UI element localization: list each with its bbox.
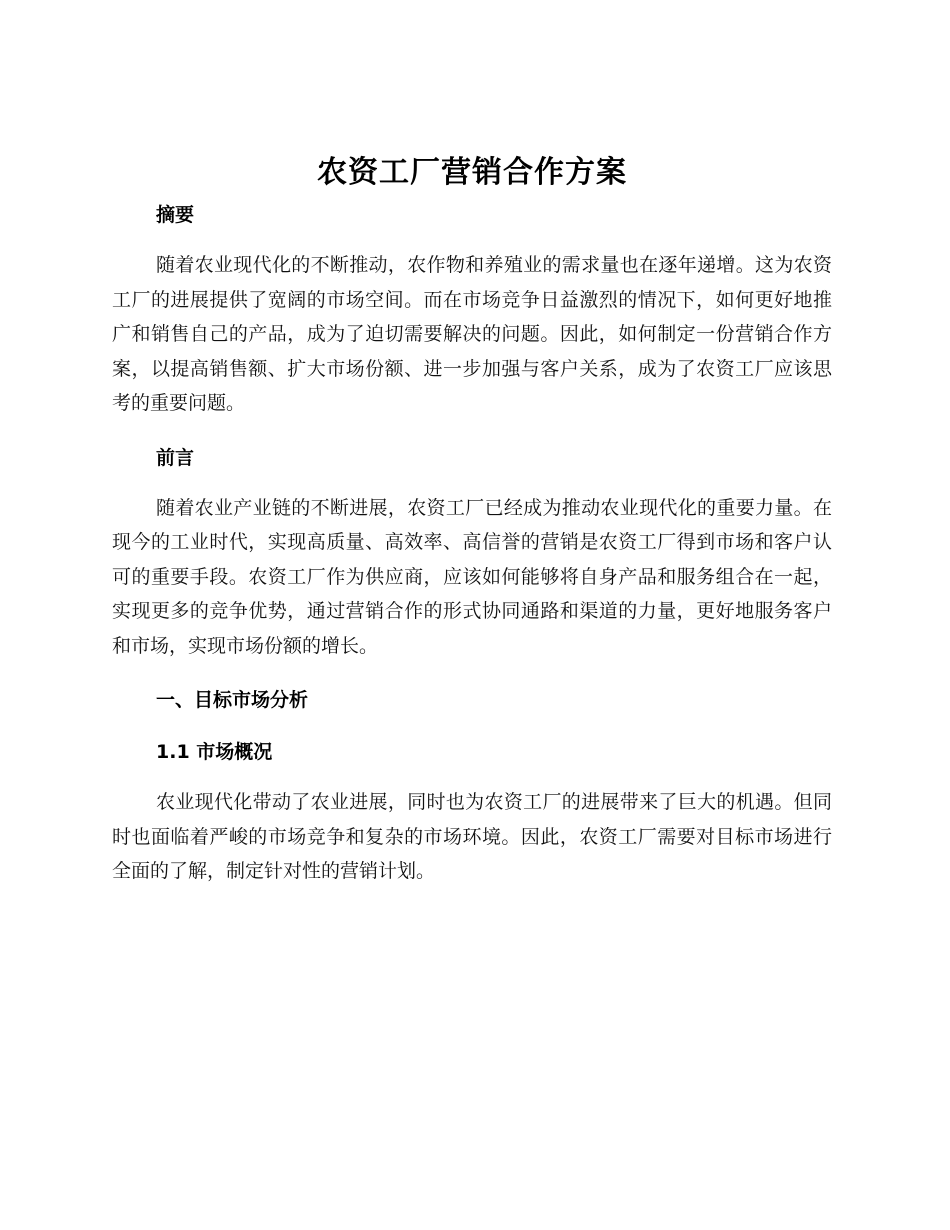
section-heading-abstract: 摘要: [156, 204, 195, 226]
section-paragraph-preface: 随着农业产业链的不断进展，农资工厂已经成为推动农业现代化的重要力量。在现今的工业时代，实现高质量、高效率、高信誉的营销是农资工厂得到市场和客户认可的重要手段。农资工厂作为供应商，应该如何能够将自身产品和服务组合在一起，实现更多的竞争优势，通过营销合作的形式协同通路和渠道的力量，更好地服务客户和市场，实现市场份额的增长。: [112, 496, 832, 657]
section-paragraph-abstract: 随着农业现代化的不断推动，农作物和养殖业的需求量也在逐年递增。这为农资工厂的进展提供了宽阔的市场空间。而在市场竞争日益激烈的情况下，如何更好地推广和销售自己的产品，成为了迫切需要解决的问题。因此，如何制定一份营销合作方案，以提高销售额、扩大市场份额、进一步加强与客户关系，成为了农资工厂应该思考的重要问题。: [112, 254, 832, 414]
section-heading-preface: 前言: [156, 446, 195, 469]
spacer: [112, 421, 832, 443]
spacer: [112, 715, 832, 737]
section-paragraph-market-overview: 农业现代化带动了农业进展，同时也为农资工厂的进展带来了巨大的机遇。但同时也面临着严峻的市场竞争和复杂的市场环境。因此，农资工厂需要对目标市场进行全面的了解，制定针对性的营销计划。: [112, 791, 832, 882]
spacer: [112, 663, 832, 685]
spacer: [112, 473, 832, 491]
document-body: [112, 150, 832, 889]
section-heading-target-market: 一、目标市场分析: [156, 689, 309, 711]
spacer: [112, 767, 832, 785]
section-heading-market-overview: 1.1 市场概况: [156, 741, 273, 763]
document-title: 农资工厂营销合作方案: [317, 155, 627, 190]
spacer: [112, 230, 832, 248]
